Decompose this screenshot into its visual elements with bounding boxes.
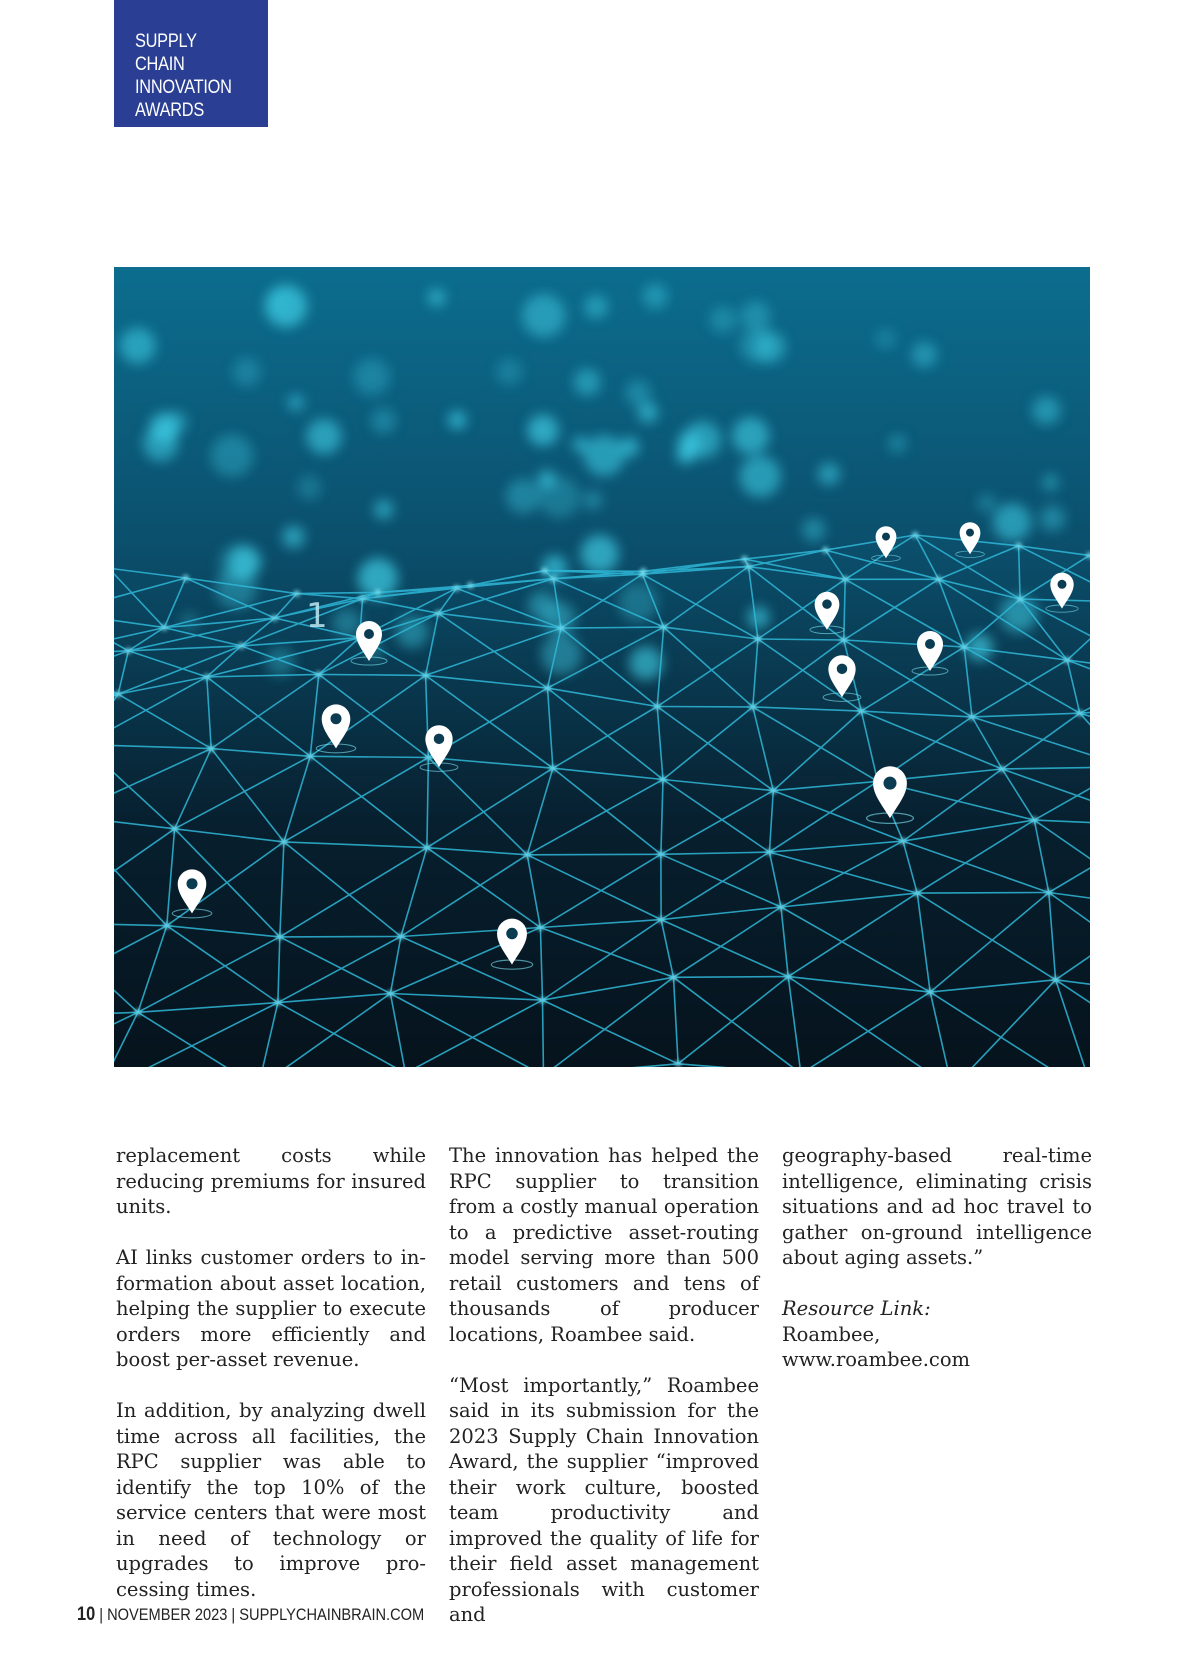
resource-name: Roambee, xyxy=(782,1322,881,1346)
network-map-icon xyxy=(114,267,1090,1067)
paragraph: The innovation has helped the RPC supplier to transition from a costly manual operation to a predictive asset-routing model serving more than 500 retail customers and tens of thousands of producer locations, Roambee said. xyxy=(449,1144,759,1346)
resource-label: Resource Link: xyxy=(782,1297,931,1320)
article-column-1 xyxy=(116,1143,426,1628)
article-column-3 xyxy=(782,1143,1092,1398)
badge-line-3: AWARDS xyxy=(135,100,204,121)
paragraph: replacement costs while reducing premiums for insured units. xyxy=(116,1144,426,1218)
badge-line-1: SUPPLY CHAIN xyxy=(135,31,197,75)
resource-url[interactable]: www.roambee.com xyxy=(782,1348,971,1371)
article-column-2 xyxy=(449,1143,759,1653)
page-footer xyxy=(77,1604,424,1626)
paragraph: geography-based real-time intelligence, eliminating crisis situations and ad hoc travel to gather on-ground intelligence about aging assets.” xyxy=(782,1144,1092,1269)
paragraph: AI links customer orders to information about asset location, helping the supplier to execute orders more efficiently and boost per-asset revenue. xyxy=(116,1246,426,1371)
footer-text: | NOVEMBER 2023 | SUPPLYCHAINBRAIN.COM xyxy=(95,1605,425,1624)
section-badge xyxy=(114,0,268,127)
paragraph: “Most importantly,” Roambee said in its submission for the 2023 Supply Chain Innovation Award, the supplier “improved their work culture, boosted team productivity and improved the quality of life for their field asset management professionals with customer and xyxy=(449,1373,759,1626)
pin-label: 1 xyxy=(306,596,328,636)
paragraph: In addition, by analyzing dwell time across all facilities, the RPC supplier was able to identify the top 10% of the service centers that were most in need of technology or upgrades to improve processing times. xyxy=(116,1399,426,1601)
page-number: 10 xyxy=(77,1604,96,1625)
resource-block xyxy=(782,1296,1092,1373)
badge-line-2: INNOVATION xyxy=(135,77,232,98)
hero-image xyxy=(114,267,1090,1067)
